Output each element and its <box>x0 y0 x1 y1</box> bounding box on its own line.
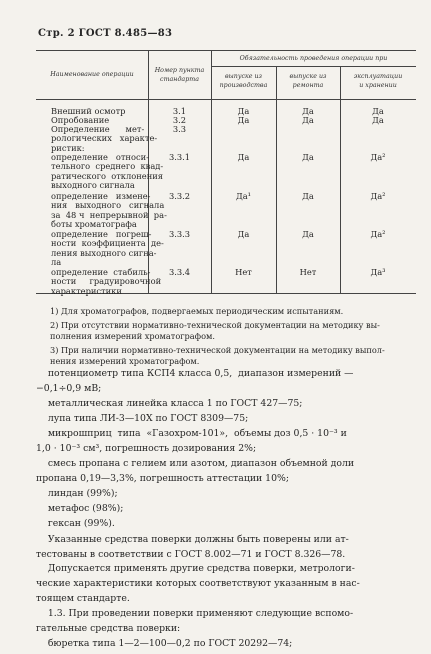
footnote-2: 2) При отсутствии нормативно-технической документации на методику вы- полнения измерений хроматографом. <box>50 320 380 342</box>
row-clause: 3.3.2 <box>168 191 191 201</box>
header-group-divider <box>211 66 416 67</box>
header-bottom-border <box>36 99 416 100</box>
row-release: Да <box>237 229 250 239</box>
footnote-3: 3) При наличии нормативно-технической документации на методику выпол- нения измерений хроматографом. <box>50 345 385 367</box>
row-release: Да <box>237 152 250 162</box>
col-header-group: Обязательность проведения операции при <box>239 55 388 62</box>
row-name: Внешний осмотр <box>51 106 126 116</box>
row-release: Да¹ <box>235 191 252 201</box>
row-repair: Да <box>302 191 314 201</box>
paragraph-microsyringe: микрошприц типа «Газохром-101», объемы доз 0,5 · 10⁻³ и 1,0 · 10⁻³ см³, погрешность дозирования 2%; <box>36 428 347 454</box>
paragraph-metaphos: метафос (98%); <box>36 503 124 514</box>
row-release: Нет <box>235 267 252 277</box>
row-name: Определение мет- рологических характе- ристик: <box>51 124 158 153</box>
row-name: определение измене- ния выходного сигнала за 48 ч непрерывной ра- боты хроматографа <box>51 191 167 229</box>
col-header-clause: Номер пункта стандарта <box>154 67 205 83</box>
row-repair: Да <box>302 229 314 239</box>
paragraph-lindane: линдан (99%); <box>36 488 118 499</box>
row-operation: Да² <box>370 191 386 201</box>
col-header-repair: выпуске из ремонта <box>289 73 327 89</box>
paragraph-ruler: металлическая линейка класса 1 по ГОСТ 427—75; <box>36 398 303 409</box>
col-header-operation-name: Наименование операции <box>50 71 134 78</box>
row-clause: 3.3 <box>172 124 187 134</box>
paragraph-alternatives-note: Допускается применять другие средства поверки, метрологи- ческие характеристики которых соответствуют указанным в нас- тоящем стандарте. <box>36 563 360 604</box>
row-name: определение относи- тельного среднего квад- ратического отклонения выходного сигнала <box>51 152 164 190</box>
row-name: Опробование <box>51 115 110 125</box>
paragraph-potentiometer: потенциометр типа КСП4 класса 0,5, диапазон измерений — −0,1÷0,9 мВ; <box>36 368 354 394</box>
row-clause: 3.3.1 <box>168 152 191 162</box>
row-clause: 3.1 <box>172 106 187 116</box>
col-header-release: выпуске из производства <box>219 73 268 89</box>
row-operation: Да² <box>370 152 386 162</box>
row-name: определение стабиль- ности градуировочной характеристики <box>51 267 162 296</box>
row-operation: Да³ <box>370 267 386 277</box>
row-name: определение погреш- ности коэффициента де- ления выходного сигна- ла <box>51 229 164 267</box>
table-top-border <box>36 50 416 51</box>
row-repair: Да <box>302 106 314 116</box>
row-operation: Да² <box>370 229 386 239</box>
page-header: Стр. 2 ГОСТ 8.485—83 <box>38 28 173 39</box>
row-repair: Нет <box>299 267 317 277</box>
row-release: Да <box>237 106 250 116</box>
row-repair: Да <box>302 152 314 162</box>
row-release: Да <box>237 115 250 125</box>
col-header-operation: эксплуатации и хранении <box>353 73 403 89</box>
row-operation: Да <box>372 115 384 125</box>
row-clause: 3.3.4 <box>168 267 191 277</box>
row-repair: Да <box>302 115 314 125</box>
footnote-1: 1) Для хроматографов, подвергаемых периодическим испытаниям. <box>50 306 344 316</box>
paragraph-verification-note: Указанные средства поверки должны быть поверены или ат- тестованы в соответствии с ГОСТ 8.002—71 и ГОСТ 8.326—78. <box>36 534 349 560</box>
col-divider-4 <box>340 66 341 293</box>
paragraph-hexane: гексан (99%). <box>36 518 115 529</box>
paragraph-gas-mixture: смесь пропана с гелием или азотом, диапазон объемной доли пропана 0,19—3,3%, погрешность аттестации 10%; <box>36 458 355 484</box>
col-divider-3 <box>276 66 277 293</box>
row-clause: 3.3.3 <box>168 229 191 239</box>
paragraph-burette: бюретка типа 1—2—100—0,2 по ГОСТ 20292—74; <box>36 638 293 649</box>
row-clause: 3.2 <box>172 115 187 125</box>
paragraph-magnifier: лупа типа ЛИ-3—10Х по ГОСТ 8309—75; <box>36 413 249 424</box>
paragraph-clause-1-3: 1.3. При проведении поверки применяют следующие вспомо- гательные средства поверки: <box>36 608 354 634</box>
row-operation: Да <box>372 106 384 116</box>
